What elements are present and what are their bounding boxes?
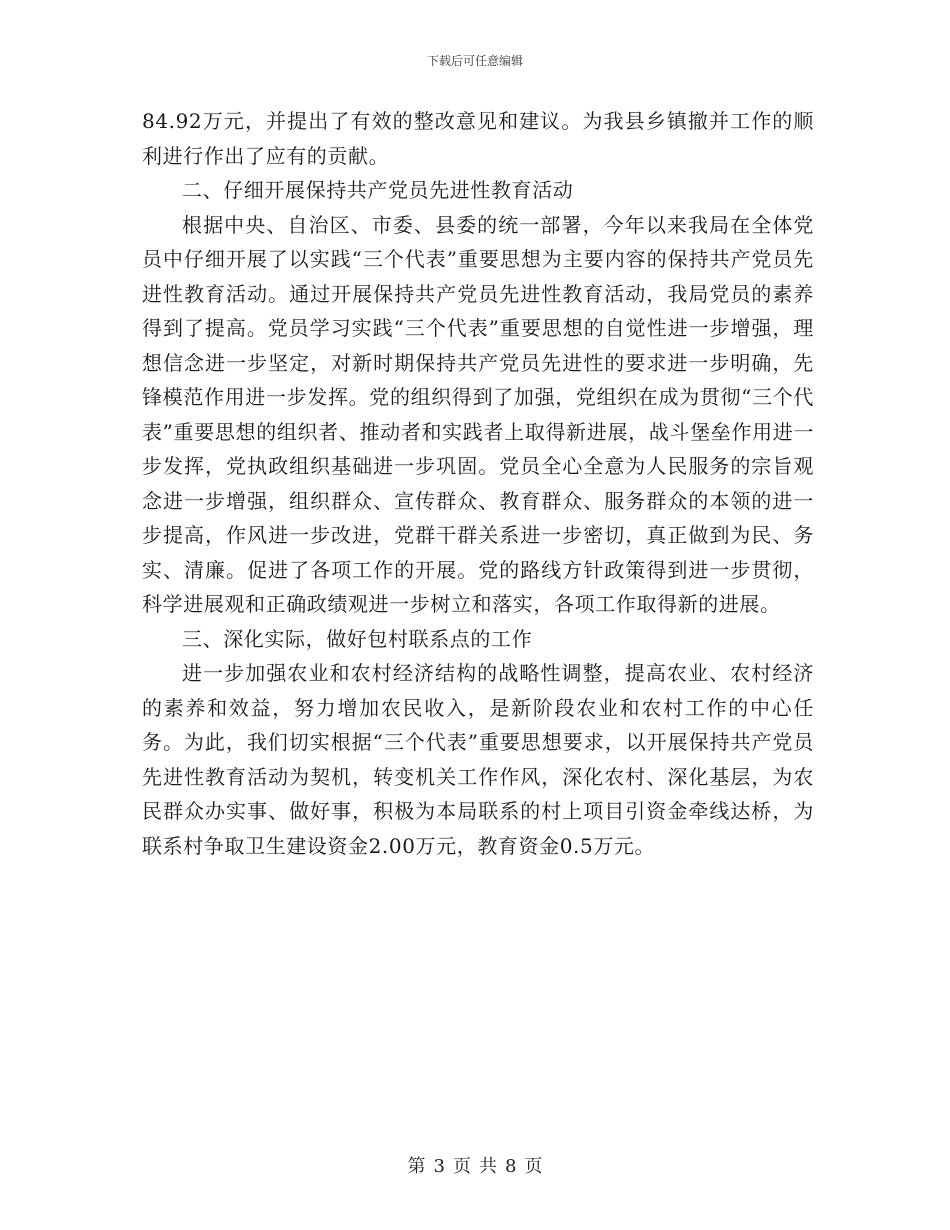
footer-label-prefix: 第 (407, 1156, 426, 1177)
page-footer (0, 1152, 950, 1178)
footer-total-pages: 8 (505, 1156, 517, 1177)
document-body (142, 104, 814, 863)
paragraph-village-work: 进一步加强农业和农村经济结构的战略性调整，提高农业、农村经济的素养和效益，努力增加农民收入，是新阶段农业和农村工作的中心任务。为此，我们切实根据“三个代表”重要思想要求，以开展保持共产党员先进性教育活动为契机，转变机关工作作风，深化农村、深化基层，为农民群众办实事、做好事，积极为本局联系的村上项目引资金牵线达桥，为联系村争取卫生建设资金2.00万元，教育资金0.5万元。 (142, 661, 814, 858)
paragraph-continuation: 84.92万元，并提出了有效的整改意见和建议。为我县乡镇撤并工作的顺利进行作出了应有的贡献。 (142, 109, 814, 168)
page-header: 下载后可任意编辑 (426, 54, 523, 68)
footer-current-page: 3 (433, 1156, 445, 1177)
footer-label-total: 共 (479, 1156, 497, 1177)
paragraph-education-activity: 根据中央、自治区、市委、县委的统一部署，今年以来我局在全体党员中仔细开展了以实践“三个代表”重要思想为主要内容的保持共产党员先进性教育活动。通过开展保持共产党员先进性教育活动，我局党员的素养得到了提高。党员学习实践“三个代表”重要思想的自觉性进一步增强，理想信念进一步坚定，对新时期保持共产党员先进性的要求进一步明确，先锋模范作用进一步发挥。党的组织得到了加强，党组织在成为贯彻“三个代表”重要思想的组织者、推动者和实践者上取得新进展，战斗堡垒作用进一步发挥，党执政组织基础进一步巩固。党员全心全意为人民服务的宗旨观念进一步增强，组织群众、宣传群众、教育群众、服务群众的本领的进一步提高，作风进一步改进，党群干群关系进一步密切，真正做到为民、务实、清廉。促进了各项工作的开展。党的路线方针政策得到进一步贯彻，科学进展观和正确政绩观进一步树立和落实，各项工作取得新的进展。 (142, 212, 814, 616)
section-heading-three: 三、深化实际，做好包村联系点的工作 (182, 626, 533, 651)
section-heading-two: 二、仔细开展保持共产党员先进性教育活动 (182, 178, 574, 202)
footer-label-suffix: 页 (524, 1156, 543, 1177)
footer-label-mid: 页 (453, 1156, 471, 1177)
